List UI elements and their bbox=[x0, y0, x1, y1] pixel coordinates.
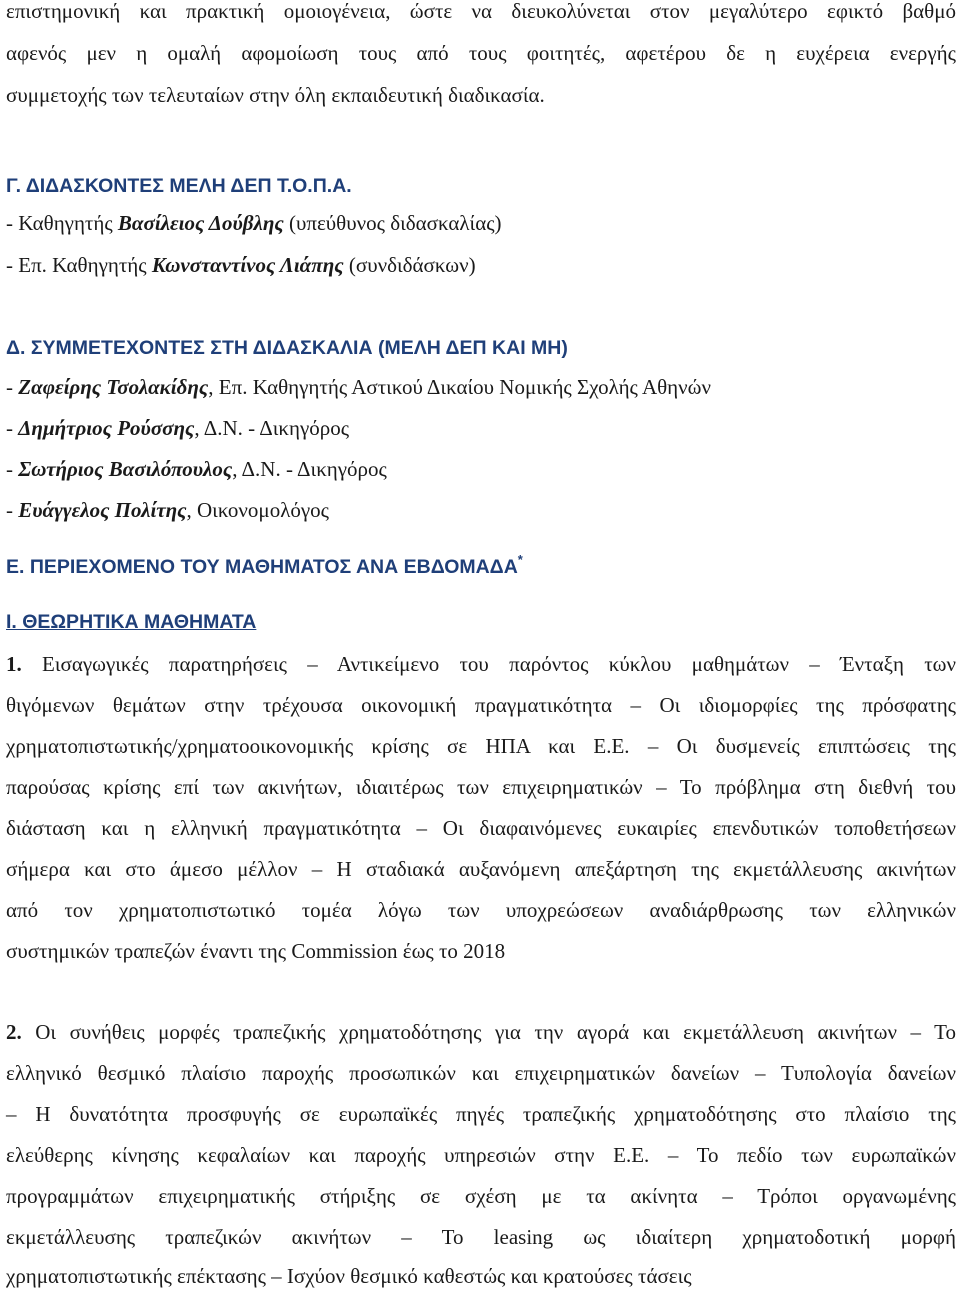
intro-line-1: επιστημονική και πρακτική ομοιογένεια, ώστε να διευκολύνεται στον μεγαλύτερο εφικτό βαθμό bbox=[6, 0, 956, 23]
item1-text: Εισαγωγικές παρατηρήσεις – Αντικείμενο του παρόντος κύκλου μαθημάτων – Ένταξη των bbox=[21, 652, 956, 676]
item1-line-7: από τον χρηματοπιστωτικό τομέα λόγω των υποχρεώσεων αναδιάρθρωσης των ελληνικών bbox=[6, 898, 956, 922]
member-prefix: - Επ. Καθηγητής bbox=[6, 253, 152, 277]
section-d-member-4 bbox=[6, 496, 956, 524]
item2-line-5: προγραμμάτων επιχειρηματικής στήριξης σε σχέση με τα ακίνητα – Τρόποι οργανωμένης bbox=[6, 1184, 956, 1208]
member-prefix: - bbox=[6, 457, 19, 481]
section-g-member-1 bbox=[6, 209, 956, 237]
item2-line-2: ελληνικό θεσμικό πλαίσιο παροχής προσωπικών και επιχειρηματικών δανείων – Τυπολογία δανείων bbox=[6, 1061, 956, 1085]
section-g-member-2 bbox=[6, 251, 956, 279]
intro-line-3: συμμετοχής των τελευταίων στην όλη εκπαιδευτική διαδικασία. bbox=[6, 83, 545, 107]
member-role: , Επ. Καθηγητής Αστικού Δικαίου Νομικής Σχολής Αθηνών bbox=[208, 375, 711, 399]
item1-line-3: χρηματοπιστωτικής/χρηματοοικονομικής κρίσης σε ΗΠΑ και Ε.Ε. – Οι δυσμενείς επιπτώσεις της bbox=[6, 734, 956, 758]
member-name: Κωνσταντίνος Λιάπης bbox=[151, 253, 344, 277]
item2-line-7: χρηματοπιστωτικής επέκτασης – Ισχύον θεσμικό καθεστώς και κρατούσες τάσεις bbox=[6, 1264, 692, 1288]
member-name: Ζαφείρης Τσολακίδης bbox=[18, 375, 209, 399]
item2-line-1 bbox=[6, 1018, 956, 1046]
item1-line-2: θιγόμενων θεμάτων στην τρέχουσα οικονομική πραγματικότητα – Οι ιδιομορφίες της πρόσφατης bbox=[6, 693, 956, 717]
intro-line-2: αφενός μεν η ομαλή αφομοίωση τους από τους φοιτητές, αφετέρου δε η ευχέρεια ενεργής bbox=[6, 41, 956, 65]
member-prefix: - bbox=[6, 498, 19, 522]
member-role: , Δ.Ν. - Δικηγόρος bbox=[232, 457, 387, 481]
item1-line-5: διάσταση και η ελληνική πραγματικότητα – Οι διαφαινόμενες ευκαιρίες επενδυτικών τοποθετήσεων bbox=[6, 816, 956, 840]
member-role: , Οικονομολόγος bbox=[186, 498, 329, 522]
footnote-mark: * bbox=[517, 552, 523, 567]
item1-line-8: συστημικών τραπεζών έναντι της Commission έως το 2018 bbox=[6, 939, 506, 963]
item1-line-1 bbox=[6, 650, 956, 678]
member-name: Δημήτριος Ρούσσης bbox=[18, 416, 195, 440]
section-d-heading: Δ. ΣΥΜΜΕΤΕΧΟΝΤΕΣ ΣΤΗ ΔΙΔΑΣΚΑΛΙΑ (ΜΕΛΗ ΔΕΠ ΚΑΙ ΜΗ) bbox=[6, 337, 568, 359]
item2-text: Οι συνήθεις μορφές τραπεζικής χρηματοδότησης για την αγορά και εκμετάλλευση ακινήτων – Το bbox=[21, 1020, 956, 1044]
item1-number: 1. bbox=[6, 652, 22, 676]
member-prefix: - bbox=[6, 375, 19, 399]
item1-line-4: παρούσας κρίσης επί των ακινήτων, ιδιαιτέρως των επιχειρηματικών – Το πρόβλημα στη διεθνή του bbox=[6, 775, 956, 799]
member-name: Σωτήριος Βασιλόπουλος bbox=[18, 457, 233, 481]
member-role: (συνδιδάσκων) bbox=[343, 253, 476, 277]
section-d-member-3 bbox=[6, 455, 956, 483]
item1-line-6: σήμερα και στο άμεσο μέλλον – Η σταδιακά αυξανόμενη απεξάρτηση της εκμετάλλευσης ακινήτων bbox=[6, 857, 956, 881]
member-role: , Δ.Ν. - Δικηγόρος bbox=[194, 416, 350, 440]
item2-number: 2. bbox=[6, 1020, 22, 1044]
section-e-subheading: Ι. ΘΕΩΡΗΤΙΚΑ ΜΑΘΗΜΑΤΑ bbox=[6, 611, 257, 633]
section-e-heading bbox=[6, 553, 956, 581]
member-role: (υπεύθυνος διδασκαλίας) bbox=[283, 211, 502, 235]
member-prefix: - bbox=[6, 416, 19, 440]
section-d-member-2 bbox=[6, 414, 956, 442]
item2-line-6: εκμετάλλευσης τραπεζικών ακινήτων – Το leasing ως ιδιαίτερη χρηματοδοτική μορφή bbox=[6, 1225, 956, 1249]
member-prefix: - Καθηγητής bbox=[6, 211, 118, 235]
item2-line-4: ελεύθερης κίνησης κεφαλαίων και παροχής υπηρεσιών στην Ε.Ε. – Το πεδίο των ευρωπαϊκών bbox=[6, 1143, 956, 1167]
section-d-member-1 bbox=[6, 373, 956, 401]
member-name: Βασίλειος Δούβλης bbox=[117, 211, 284, 235]
section-g-heading: Γ. ΔΙΔΑΣΚΟΝΤΕΣ ΜΕΛΗ ΔΕΠ Τ.Ο.Π.Α. bbox=[6, 175, 352, 197]
item2-line-3: – Η δυνατότητα προσφυγής σε ευρωπαϊκές πηγές τραπεζικής χρηματοδότησης στο πλαίσιο της bbox=[6, 1102, 956, 1126]
section-e-title: Ε. ΠΕΡΙΕΧΟΜΕΝΟ ΤΟΥ ΜΑΘΗΜΑΤΟΣ ΑΝΑ ΕΒΔΟΜΑΔΑ bbox=[6, 556, 518, 578]
member-name: Ευάγγελος Πολίτης bbox=[18, 498, 187, 522]
